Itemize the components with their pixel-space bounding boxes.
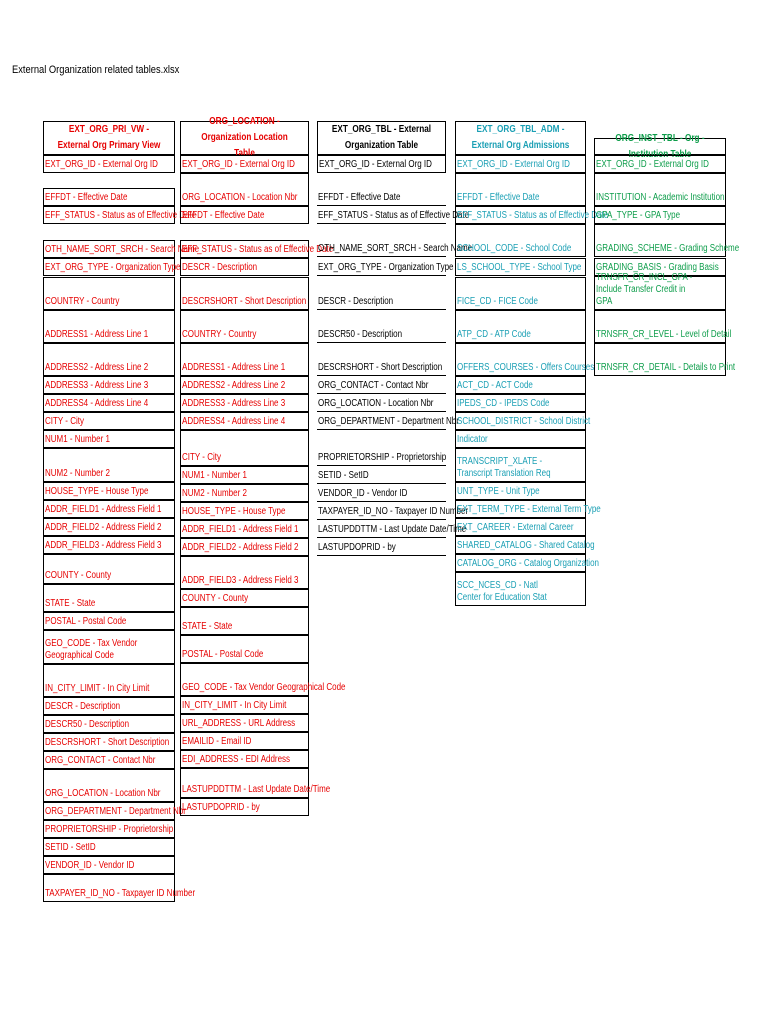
field-label: TRNSFR_CR_DETAIL - Details to Print (596, 362, 736, 373)
field-row (43, 482, 175, 500)
field-row (43, 394, 175, 412)
field-label: ADDR_FIELD2 - Address Field 2 (45, 522, 162, 533)
field-label: ADDRESS1 - Address Line 1 (45, 329, 149, 340)
field-label: DESCR - Description (182, 262, 258, 273)
field-row (317, 520, 467, 538)
field-row (180, 258, 309, 276)
field-row (180, 589, 309, 607)
field-row (43, 715, 175, 733)
field-label: GEO_CODE - Tax Vendor Geographical Code (45, 638, 138, 661)
field-label: EFF_STATUS - Status as of Effective Date (318, 210, 470, 221)
field-row (43, 612, 175, 630)
field-row (317, 412, 459, 430)
field-row (317, 310, 446, 343)
field-label: TAXPAYER_ID_NO - Taxpayer ID Number (45, 888, 196, 899)
field-label: SETID - SetID (45, 842, 96, 853)
field-label: EFF_STATUS - Status as of Effective Date (182, 244, 334, 255)
field-row (317, 206, 470, 224)
field-label: ADDRESS2 - Address Line 2 (182, 380, 286, 391)
field-row (594, 173, 726, 206)
field-row (455, 572, 586, 606)
field-row (180, 714, 309, 732)
field-row (455, 554, 599, 572)
field-row (43, 518, 175, 536)
field-label: ADDRESS3 - Address Line 3 (182, 398, 286, 409)
field-row (43, 769, 175, 802)
field-label: STATE - State (45, 598, 96, 609)
field-row (455, 206, 609, 224)
field-label: EXT_ORG_ID - External Org ID (319, 159, 432, 170)
field-row (43, 376, 175, 394)
field-row (317, 376, 446, 394)
field-label: COUNTY - County (182, 593, 249, 604)
field-label: DESCRSHORT - Short Description (182, 296, 307, 307)
field-row (43, 820, 175, 838)
field-row (43, 412, 175, 430)
field-row (43, 258, 181, 276)
field-row (180, 173, 309, 206)
field-row (455, 310, 586, 343)
table-header: ORG_LOCATION - Organization Location Table (180, 121, 309, 155)
field-label: SCC_NCES_CD - Natl Center for Education Stat (457, 580, 547, 603)
field-row (317, 538, 446, 556)
blank-row (43, 173, 175, 188)
field-label: ORG_DEPARTMENT - Department Nbr (45, 806, 186, 817)
field-label: UNT_TYPE - Unit Type (457, 486, 540, 497)
field-label: POSTAL - Postal Code (182, 649, 264, 660)
field-label: EXT_ORG_ID - External Org ID (182, 159, 295, 170)
field-label: ADDR_FIELD1 - Address Field 1 (45, 504, 162, 515)
field-label: ADDRESS4 - Address Line 4 (45, 398, 149, 409)
field-row (317, 224, 473, 257)
field-row (180, 520, 309, 538)
document-title: External Organization related tables.xlsx (12, 64, 180, 76)
field-label: STATE - State (182, 621, 233, 632)
field-label: EFFDT - Effective Date (318, 192, 401, 203)
field-row (180, 538, 309, 556)
field-row (455, 376, 586, 394)
field-row (180, 240, 334, 258)
field-label: LASTUPDDTTM - Last Update Date/Time (318, 524, 467, 535)
field-row (43, 874, 196, 902)
field-row (43, 664, 175, 697)
field-row (43, 536, 175, 554)
field-row (455, 277, 586, 310)
field-row (180, 277, 309, 310)
field-label: CITY - City (45, 416, 84, 427)
field-label: EXT_ORG_ID - External Org ID (45, 159, 158, 170)
field-row (43, 310, 175, 343)
field-row (317, 155, 446, 173)
field-row (43, 430, 175, 448)
field-row (455, 448, 586, 482)
field-row (43, 448, 175, 482)
field-label: HOUSE_TYPE - House Type (45, 486, 149, 497)
field-label: TRNSFR_CR_INCL_GPA - Include Transfer Credit in GPA (596, 272, 693, 307)
field-label: OTH_NAME_SORT_SRCH - Search Name (318, 243, 473, 254)
field-row (317, 466, 446, 484)
field-row (43, 697, 175, 715)
field-label: TRANSCRIPT_XLATE - Transcript Translation Req (457, 456, 551, 479)
field-label: EFF_STATUS - Status as of Effective Date (457, 210, 609, 221)
field-label: NUM1 - Number 1 (45, 434, 110, 445)
field-row (455, 155, 586, 173)
field-label: EXT_ORG_ID - External Org ID (596, 159, 709, 170)
field-label: EXT_CAREER - External Career (457, 522, 574, 533)
field-row (43, 630, 175, 664)
field-row (43, 856, 175, 874)
field-label: INSTITUTION - Academic Institution (596, 192, 725, 203)
field-label: EMAILID - Email ID (182, 736, 252, 747)
field-row (180, 206, 309, 224)
field-row (594, 310, 732, 343)
field-label: ATP_CD - ATP Code (457, 329, 531, 340)
field-label: SETID - SetID (318, 470, 369, 481)
field-row (317, 394, 446, 412)
field-row (180, 750, 309, 768)
field-label: EXT_ORG_TYPE - Organization Type (318, 262, 454, 273)
field-row (180, 394, 309, 412)
field-label: ADDRESS4 - Address Line 4 (182, 416, 286, 427)
field-label: ORG_CONTACT - Contact Nbr (45, 755, 156, 766)
field-row (43, 751, 175, 769)
field-label: COUNTY - County (45, 570, 112, 581)
field-row (317, 502, 469, 520)
field-label: OFFERS_COURSES - Offers Courses (457, 362, 595, 373)
field-label: LASTUPDDTTM - Last Update Date/Time (182, 784, 331, 795)
field-row (455, 224, 586, 257)
field-label: ADDR_FIELD1 - Address Field 1 (182, 524, 299, 535)
field-label: PROPRIETORSHIP - Proprietorship (318, 452, 447, 463)
field-label: DESCR - Description (318, 296, 394, 307)
field-label: VENDOR_ID - Vendor ID (318, 488, 408, 499)
field-label: CATALOG_ORG - Catalog Organization (457, 558, 599, 569)
field-label: ADDR_FIELD2 - Address Field 2 (182, 542, 299, 553)
field-row (455, 518, 586, 536)
field-row (317, 277, 446, 310)
field-row (180, 376, 309, 394)
field-row (43, 500, 175, 518)
field-label: SHARED_CATALOG - Shared Catalog (457, 540, 595, 551)
field-label: ORG_LOCATION - Location Nbr (182, 192, 298, 203)
field-row (594, 272, 726, 310)
field-row (455, 258, 586, 276)
field-label: DESCR50 - Description (45, 719, 130, 730)
field-row (180, 430, 309, 466)
field-row (180, 768, 331, 798)
field-row (594, 343, 736, 376)
field-label: URL_ADDRESS - URL Address (182, 718, 296, 729)
field-label: VENDOR_ID - Vendor ID (45, 860, 135, 871)
field-row (455, 343, 595, 376)
field-row (180, 343, 309, 376)
field-label: EDI_ADDRESS - EDI Address (182, 754, 291, 765)
field-row (43, 343, 175, 376)
field-row (43, 277, 175, 310)
field-row (43, 584, 175, 612)
field-label: OTH_NAME_SORT_SRCH - Search Name (45, 244, 200, 255)
field-label: IPEDS_CD - IPEDS Code (457, 398, 550, 409)
field-label: EXT_ORG_TYPE - Organization Type (45, 262, 181, 273)
field-row (43, 155, 175, 173)
field-row (43, 554, 175, 584)
field-row (43, 188, 175, 206)
field-row (43, 240, 200, 258)
field-row (180, 502, 309, 520)
field-row (455, 412, 591, 430)
field-label: IN_CITY_LIMIT - In City Limit (182, 700, 287, 711)
field-row (43, 206, 197, 224)
field-row (594, 155, 726, 173)
field-row (317, 343, 446, 376)
field-label: GRADING_SCHEME - Grading Scheme (596, 243, 740, 254)
field-label: EFFDT - Effective Date (45, 192, 128, 203)
field-label: CITY - City (182, 452, 221, 463)
field-label: TRNSFR_CR_LEVEL - Level of Detail (596, 329, 732, 340)
field-row (180, 635, 309, 663)
field-label: DESCR50 - Description (318, 329, 403, 340)
field-row (455, 173, 586, 206)
field-row (594, 224, 740, 257)
field-row (180, 155, 309, 173)
field-label: LS_SCHOOL_TYPE - School Type (457, 262, 582, 273)
field-label: SCHOOL_CODE - School Code (457, 243, 572, 254)
field-row (180, 484, 309, 502)
field-label: ADDRESS1 - Address Line 1 (182, 362, 286, 373)
field-label: DESCRSHORT - Short Description (45, 737, 170, 748)
field-label: FICE_CD - FICE Code (457, 296, 538, 307)
field-row (317, 430, 446, 466)
field-row (180, 696, 309, 714)
field-label: EFFDT - Effective Date (457, 192, 540, 203)
field-label: IN_CITY_LIMIT - In City Limit (45, 683, 150, 694)
field-row (180, 798, 309, 816)
field-label: GRADING_BASIS - Grading Basis (596, 262, 719, 273)
field-row (455, 536, 595, 554)
field-label: HOUSE_TYPE - House Type (182, 506, 286, 517)
field-label: ADDR_FIELD3 - Address Field 3 (182, 575, 299, 586)
field-label: EFF_STATUS - Status as of Effective Date (45, 210, 197, 221)
field-row (455, 394, 586, 412)
field-label: NUM2 - Number 2 (182, 488, 247, 499)
field-row (455, 482, 586, 500)
field-label: GPA_TYPE - GPA Type (596, 210, 681, 221)
field-row (180, 556, 309, 589)
field-label: NUM1 - Number 1 (182, 470, 247, 481)
field-label: DESCR - Description (45, 701, 121, 712)
field-label: LASTUPDOPRID - by (182, 802, 260, 813)
field-label: ORG_LOCATION - Location Nbr (318, 398, 434, 409)
field-row (180, 310, 309, 343)
field-label: DESCRSHORT - Short Description (318, 362, 443, 373)
field-label: EXT_ORG_ID - External Org ID (457, 159, 570, 170)
field-row (317, 173, 446, 206)
field-label: ACT_CD - ACT Code (457, 380, 533, 391)
field-label: POSTAL - Postal Code (45, 616, 127, 627)
field-row (594, 206, 726, 224)
table-header: ORG_INST_TBL - Org - Institution Table (594, 138, 726, 155)
field-label: EXT_TERM_TYPE - External Term Type (457, 504, 601, 515)
field-row (180, 732, 309, 750)
field-label: Indicator (457, 434, 488, 445)
field-label: ADDRESS2 - Address Line 2 (45, 362, 149, 373)
blank-row (43, 224, 175, 239)
field-label: ORG_DEPARTMENT - Department Nbr (318, 416, 459, 427)
field-row (43, 838, 175, 856)
field-row (180, 466, 309, 484)
field-row (317, 484, 446, 502)
field-label: EFFDT - Effective Date (182, 210, 265, 221)
field-label: TAXPAYER_ID_NO - Taxpayer ID Number (318, 506, 469, 517)
field-label: ORG_CONTACT - Contact Nbr (318, 380, 429, 391)
field-label: COUNTRY - Country (45, 296, 120, 307)
field-row (455, 430, 586, 448)
field-row (317, 258, 454, 276)
field-row (180, 607, 309, 635)
field-row (455, 500, 601, 518)
field-label: GEO_CODE - Tax Vendor Geographical Code (182, 682, 346, 693)
field-row (180, 663, 346, 696)
table-header: EXT_ORG_TBL - External Organization Table (317, 121, 446, 155)
table-header: EXT_ORG_PRI_VW - External Org Primary View (43, 121, 175, 155)
field-label: ORG_LOCATION - Location Nbr (45, 788, 161, 799)
field-label: COUNTRY - Country (182, 329, 257, 340)
field-label: SCHOOL_DISTRICT - School District (457, 416, 591, 427)
table-header: EXT_ORG_TBL_ADM - External Org Admissions (455, 121, 586, 155)
field-row (43, 802, 186, 820)
field-label: ADDRESS3 - Address Line 3 (45, 380, 149, 391)
field-row (180, 412, 309, 430)
field-label: PROPRIETORSHIP - Proprietorship (45, 824, 174, 835)
field-label: NUM2 - Number 2 (45, 468, 110, 479)
field-label: LASTUPDOPRID - by (318, 542, 396, 553)
field-row (43, 733, 175, 751)
field-label: ADDR_FIELD3 - Address Field 3 (45, 540, 162, 551)
